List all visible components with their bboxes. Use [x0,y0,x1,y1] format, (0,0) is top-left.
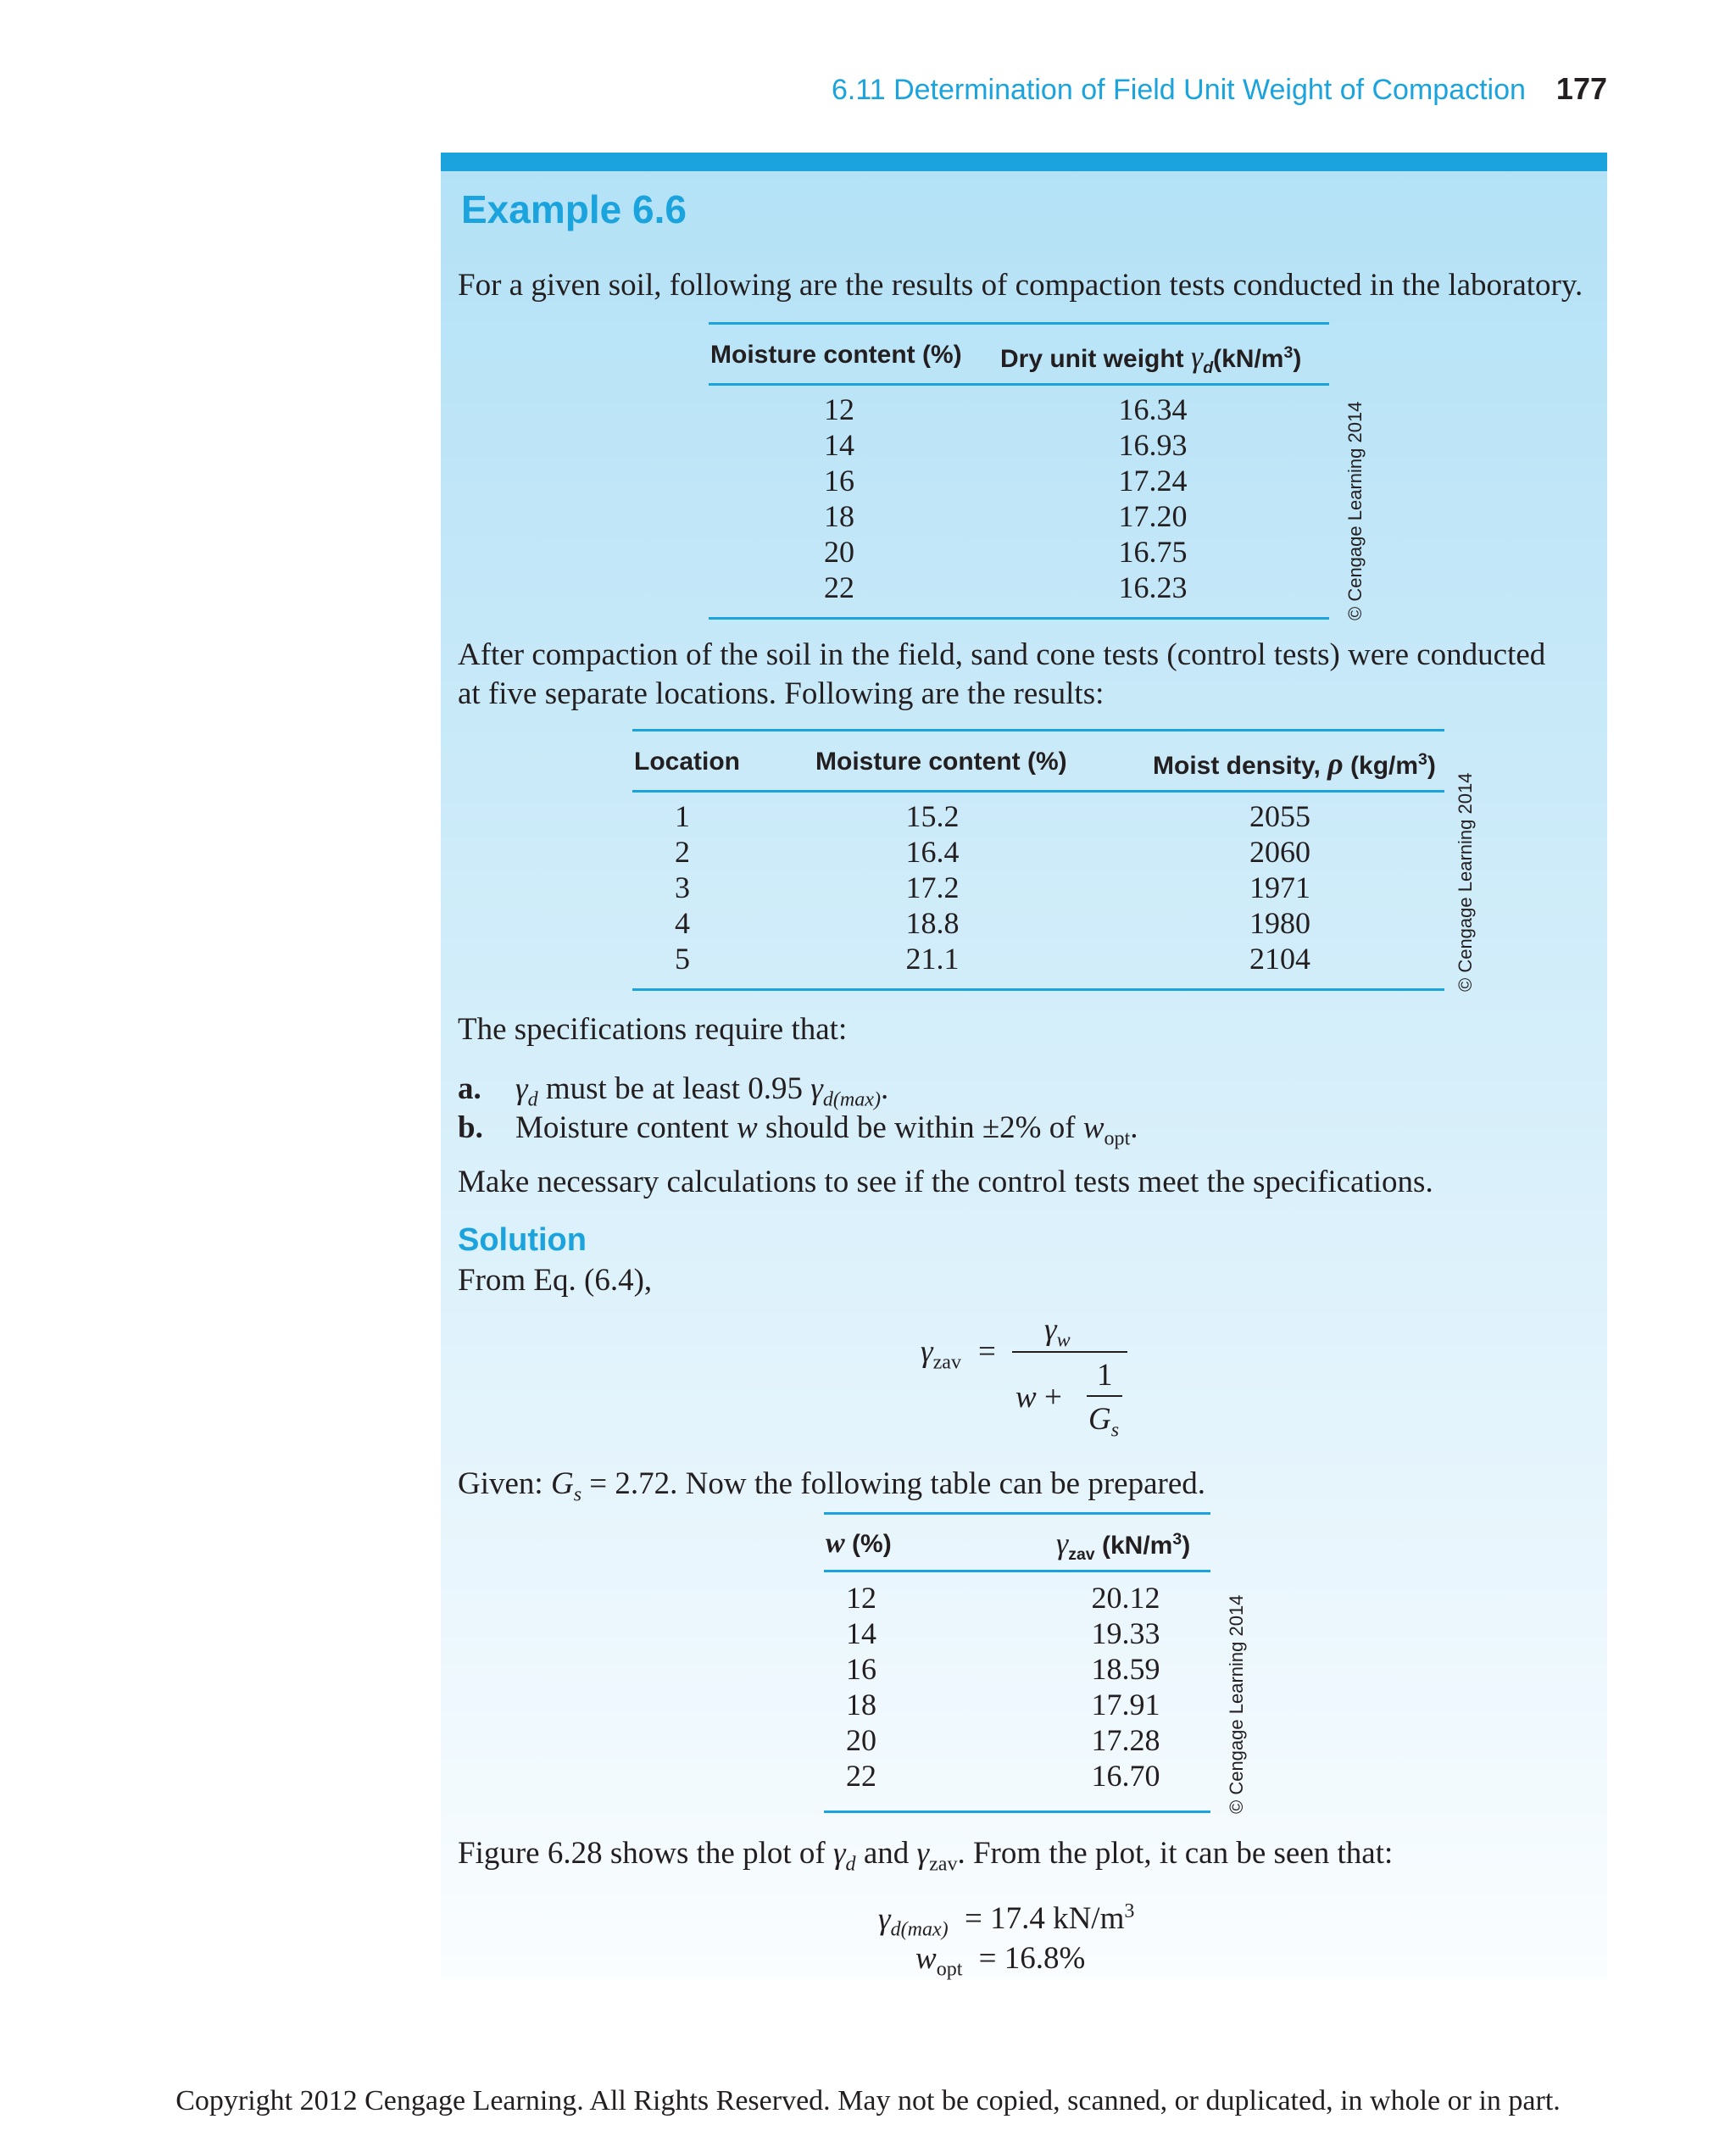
table-column-w [827,1580,895,1794]
spec-item-b: b. Moisture content w should be within ±2% of $w_{opt}$. [458,1110,1138,1150]
from-equation: From Eq. (6.4), [458,1263,653,1298]
spec-intro: The specifications require that: [458,1012,848,1047]
table-cell: 21.1 [905,942,960,976]
section-title: 6.11 Determination of Field Unit Weight of Compaction [832,74,1526,106]
equation-inner-denominator: $G_s$ [1088,1402,1120,1442]
copyright-credit: © Cengage Learning 2014 [1226,1594,1247,1814]
table-cell: 12 [846,1581,876,1615]
page-number: 177 [1555,71,1607,106]
equation-numerator: $\gamma_w$ [1044,1312,1071,1352]
table-top-rule [632,729,1444,731]
example-box-top-bar [441,153,1607,171]
intro-paragraph: For a given soil, following are the results of compaction tests conducted in the laboratory. [458,268,1583,303]
table-header-location: Location [634,748,740,776]
example-box [441,153,1607,1979]
table-cell: 17.91 [1091,1688,1160,1721]
table-cell: 15.2 [905,799,960,833]
table-header-rule [824,1570,1210,1572]
table-cell: 4 [675,906,690,940]
table-cell: 1 [675,799,690,833]
table-cell: 20.12 [1091,1581,1160,1615]
table-cell: 2055 [1249,799,1310,833]
table-cell: 16 [824,464,854,498]
table-cell: 17.28 [1091,1723,1160,1757]
table-cell: 18 [846,1688,876,1721]
table-column-gamma-zav [1065,1580,1187,1794]
table-cell: 2060 [1249,835,1310,869]
result-w-opt: $w_{opt} = 16.8\%$ [915,1941,1086,1981]
table-cell: 16 [846,1652,876,1686]
result-gamma-dmax: $\gamma_{d(max)} = 17.4$ $kN/m^3$ [878,1900,1135,1941]
table-cell: 12 [824,392,854,426]
table-cell: 22 [824,570,854,604]
table-cell: 14 [846,1616,876,1650]
table-top-rule [824,1512,1210,1515]
table-header-w: w (%) [826,1527,892,1559]
solution-heading: Solution [458,1222,587,1258]
equation-fraction-bar [1012,1351,1127,1353]
table-cell: 16.4 [905,835,960,869]
example-title: Example 6.6 [461,187,687,231]
table-cell: 1980 [1249,906,1310,940]
equation-inner-fraction-bar [1087,1395,1122,1397]
copyright-credit: © Cengage Learning 2014 [1344,401,1366,620]
copyright-footer: Copyright 2012 Cengage Learning. All Rights Reserved. May not be copied, scanned, or duplicated, in whole or in part. [175,2085,1561,2116]
table-cell: 18.59 [1091,1652,1160,1686]
table-cell: 2 [675,835,690,869]
table-header-rule [709,383,1329,386]
table-column-moisture [865,798,1000,976]
table-cell: 2104 [1249,942,1310,976]
equation-equals: = [978,1334,996,1369]
table-cell: 17.24 [1118,464,1188,498]
table-top-rule [709,322,1329,325]
table-cell: 5 [675,942,690,976]
table-column-location [653,798,712,976]
equation-lhs: $\gamma_{zav}$ [921,1334,961,1374]
table-bottom-rule [632,988,1444,991]
table-column-moisture [780,392,899,605]
table-header-moisture: Moisture content (%) [710,341,962,369]
figure-reference-paragraph: Figure 6.28 shows the plot of $\gamma_d$ and $\gamma_{zav}$. From the plot, it can be seen that: [458,1836,1394,1876]
table-cell: 16.34 [1118,392,1188,426]
table-column-moist-density [1212,798,1348,976]
table-cell: 20 [846,1723,876,1757]
table-header-dry-unit-weight: Dry unit weight $\gamma_d(kN/m^3)$ [1000,340,1302,377]
equation-denominator-w: w + [1015,1380,1062,1415]
table-cell: 16.23 [1118,570,1188,604]
table-bottom-rule [709,617,1329,620]
field-paragraph: After compaction of the soil in the field, sand cone tests (control tests) were conducted at five separate locations. Following are the results: [458,637,1546,711]
table-column-dry-unit-weight [1085,392,1221,605]
spec-item-a: a. $\gamma_d$ must be at least 0.95 $\gamma_{d(max)}$. [458,1071,889,1111]
table-cell: 17.20 [1118,499,1188,533]
table-cell: 19.33 [1091,1616,1160,1650]
copyright-credit: © Cengage Learning 2014 [1455,772,1476,992]
table-cell: 18 [824,499,854,533]
table-cell: 20 [824,535,854,569]
table-header-gamma-zav: $\gamma_{zav}$ $(kN/m^3)$ [1056,1527,1191,1564]
table-cell: 22 [846,1759,876,1793]
given-paragraph: Given: $G_s = 2.72$. Now the following table can be prepared. [458,1466,1206,1506]
table-cell: 1971 [1249,870,1310,904]
table-cell: 3 [675,870,690,904]
equation-inner-numerator: 1 [1097,1358,1113,1393]
table-cell: 16.75 [1118,535,1188,569]
table-cell: 17.2 [905,870,960,904]
table-header-moisture: Moisture content (%) [815,748,1067,776]
task-paragraph: Make necessary calculations to see if the control tests meet the specifications. [458,1165,1433,1199]
running-head [832,71,1607,107]
table-cell: 18.8 [905,906,960,940]
table-header-rule [632,790,1444,793]
table-cell: 16.93 [1118,428,1188,462]
table-header-moist-density: Moist density, ρ $(kg/m^3)$ [1153,747,1436,781]
table-bottom-rule [824,1810,1210,1813]
table-cell: 16.70 [1091,1759,1160,1793]
table-cell: 14 [824,428,854,462]
